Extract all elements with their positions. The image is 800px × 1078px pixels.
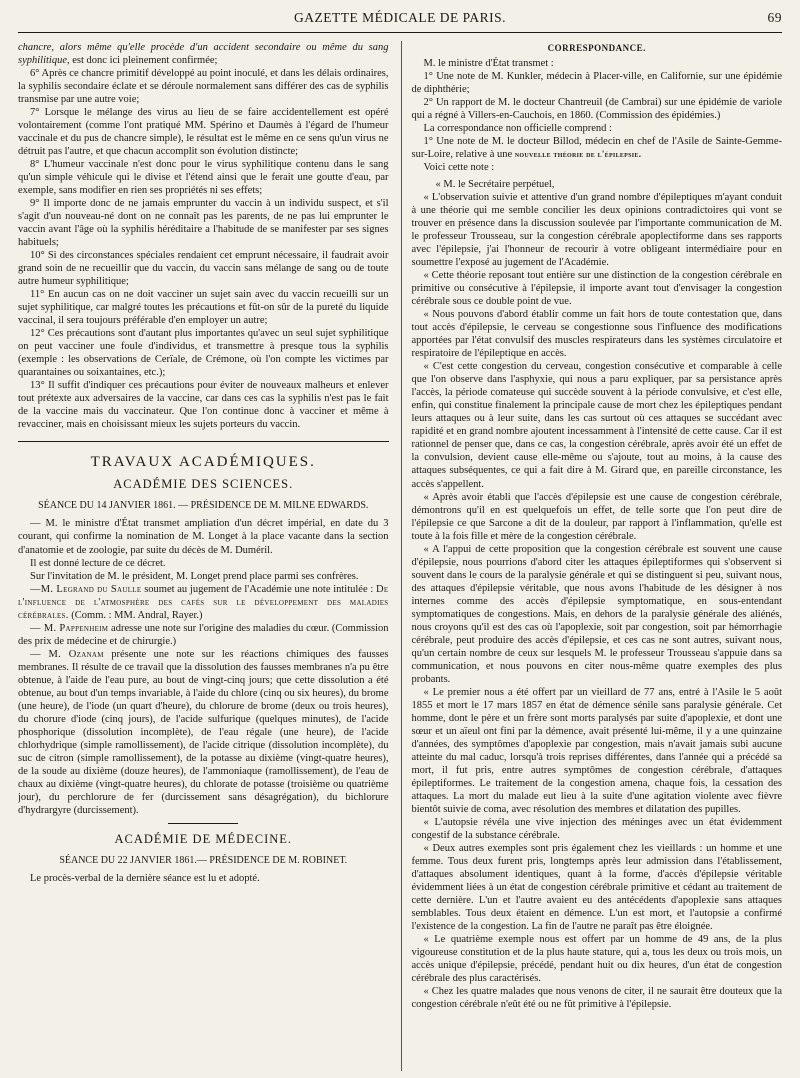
continued-italic: chancre, alors même qu'elle procède d'un accident secondaire ou même du sang syphilitique, (18, 42, 389, 67)
paragraph-text: soumet au jugement de l'Académie une note intitulée : (141, 583, 377, 595)
page-number: 69 (767, 10, 782, 25)
proces-verbal-paragraph: Le procès-verbal de la dernière séance est lu et adopté. (30, 872, 260, 884)
subsection-heading-sciences: ACADÉMIE DES SCIENCES. (113, 477, 294, 492)
correspondance-paragraph: M. le ministre d'État transmet : (423, 58, 554, 69)
continued-paragraph (18, 41, 389, 67)
letter-paragraph: « Nous pouvons d'abord établir comme un fait hors de toute contestation que, dans tout accès d'épilepsie, le cerveau se congestionne sous l'influence des modifications apportées par l'état convulsif des muscles respirateurs dans les systèmes circulatoire et respiratoire de l'épileptique en accès. (411, 309, 782, 360)
letter-paragraph: « Cette théorie reposant tout entière sur une distinction de la congestion cérébrale en primitive ou consécutive à l'épilepsie, il importe avant tout d'envisager la congestion cérébrale sous ce double point de vue. (411, 270, 782, 308)
numbered-item: 11° En aucun cas on ne doit vacciner un sujet sain avec du vaccin recueilli sur un sujet syphilitique, car malgré toutes les précautions et fût-on sûr de la pureté du liquide vaccinal, il sera toujours préférable d'en employer un autre; (18, 289, 389, 327)
note-title: nouvelle théorie de l'épilepsie. (514, 149, 642, 160)
sciences-paragraph: Il est donné lecture de ce décret. (30, 557, 166, 569)
letter-paragraph: « Chez les quatre malades que nous venons de citer, il ne saurait être douteux que la congestion cérébrale n'eût été ou ne fût primitive à l'épilepsie. (411, 986, 782, 1011)
ozanam-paragraph (18, 648, 389, 817)
sciences-paragraph: Sur l'invitation de M. le président, M. Longet prend place parmi ses confrères. (30, 570, 359, 582)
right-column (401, 41, 783, 1071)
paragraph-text: 1° Une note de M. le docteur Billod, médecin en chef de l'Asile de Sainte-Gemme-sur-Loire, relative à une (411, 136, 782, 161)
letter-paragraph: « Deux autres exemples sont pris également chez les vieillards : un homme et une femme. Tous deux furent pris, longtemps après leur admission dans l'établissement, d'attaques absolument identiques, quant à la forme, d'accès d'épilepsie véritable évidemment liées à un état de congestion cérébrale primitive et cédant au traitement de cette dernière. L'un et l'autre avaient eu des antécédents d'apoplexie sans attaques semblables. Tous deux étaient en démence. L'un est mort, et l'autopsie a confirmé l'existence de la congestion. La fin de l'autre ne paraît pas être éloignée. (411, 842, 782, 933)
letter-salutation: « M. le Secrétaire perpétuel, (435, 179, 555, 191)
journal-title: GAZETTE MÉDICALE DE PARIS. (294, 10, 506, 25)
letter-paragraph: « Le premier nous a été offert par un vieillard de 77 ans, entré à l'Asile le 5 août 1855 et mort le 17 mars 1857 en état de démence sénile sans paralysie générale. Cet homme, dont le père et un frère sont morts paralysés par suite d'apoplexie, et dont une sœur et un aïeul ont fini par la démence, avait présenté lui-même, il y a une quinzaine d'années, des symptômes d'apoplexie par congestion, mais n'avait jamais subi aucune atteinte du mal caduc, lorsqu'à trois reprises différentes, dans l'année qui a précédé sa mort, il fut pris, entre autres symptômes de congestion cérébrale, d'attaques épileptiformes. Le traitement de la congestion amena, chaque fois, la cessation des attaques. La mort du malade eut lieu à la suite d'une agitation violente avec fièvre bientôt suivie de coma, avec résolution des membres et dilatation des pupilles. (411, 686, 782, 815)
correspondance-paragraph: 2° Un rapport de M. le docteur Chantreuil (de Cambrai) sur une épidémie de variole qui a régné à Villers-en-Cauchois, en 1860. (Commission des épidémies.) (411, 97, 782, 122)
correspondance-heading: CORRESPONDANCE. (547, 43, 646, 53)
continued-rest: est donc ici pleinement confirmée; (69, 55, 218, 67)
note-title: De l'influence de l'atmosphère des cafés sur le développement des maladies cérébrales. (18, 583, 389, 621)
paragraph-text: présente une note sur les réactions chimiques des fausses membranes. Il résulte de ce travail que la dissolution des fausses membranes n'a pu être obtenue, à l'aide de l'eau pure, au bout de vingt-cinq jours; que cette dissolution a été obtenue, au bout d'un temps invariable, à l'aide du chlore (cinq ou six heures), du brome (une heure), de l'iode (un quart d'heure), du chlorure de brome (deux ou trois heures), du chorure d'iode (cinq jours), de l'acide sulfurique (quelques minutes), de l'acide phosphorique (dissolution incomplète), de l'eau régale (une heure), de l'acide chlorhydrique (simple ramollissement), de l'acide citrique (dissolution incomplète), du suc de citron (simple ramollissement), de la potasse au dixième (vingt-quatre heures), de la soude au dixième (douze heures), de l'ammoniaque (ramollissement), de l'eau de chaux au dixième (vingt-quatre heures), du chlorate de potasse (troisième ou quatrième jour), du perchlorure de fer (durcissement sans désagrégation), du bichlorure d'hydrargyre (durcissement). (18, 648, 389, 816)
letter-paragraph: « C'est cette congestion du cerveau, congestion consécutive et comparable à celle que l'on observe dans l'asphyxie, qui nous a paru expliquer, par sa persistance après l'accès, la période comateuse qui succède souvent à la période convulsive, et c'est elle, enfin, qui constitue finalement la principale cause de mort chez les épileptiques pendant leurs attaques ou à leur suite, dans les cas surtout où ces attaques se succédant avec rapidité et en grand nombre ajoutent incessamment à l'intensité de cette cause. Car il est rationnel de penser que, dans ce cas, la congestion cérébrale, après avoir été un effet de la convulsion, devient cause elle-même ou s'ajoute, tout au moins, à la cause des attaques subséquentes, ce qui a fait dire à M. Girard que, en pareille circonstance, les accès s'appellent. (411, 361, 782, 490)
author-name: —M. Legrand du Saulle (30, 583, 142, 595)
paragraph-text: (Comm. : MM. Andral, Rayer.) (68, 609, 203, 621)
left-column (18, 41, 389, 1071)
legrand-paragraph (18, 583, 389, 622)
letter-paragraph: « Le quatrième exemple nous est offert par un homme de 49 ans, de la plus vigoureuse constitution et de la plus haute stature, qui a, tous les deux ou trois mois, un accès unique d'épilepsie, précédé, pendant huit ou dix heures, d'un état de congestion cérébrale des plus caractérisés. (411, 934, 782, 985)
pappenheim-paragraph (18, 622, 389, 648)
letter-paragraph: « A l'appui de cette proposition que la congestion cérébrale est souvent une cause d'épilepsie, nous pourrions d'abord citer les attaques épileptiformes qui s'observent si souvent dans le cours de la paralysie générale et qui se distinguent si peu, suivant nous, des attaques d'épilepsie véritable, que nous avons l'habitude de les désigner à nos internes comme des accès d'épilepsie symptomatique, en sous-entendant symptomatiques de congestions. Mais, en dehors de la paralysie générale des aliénés, nous croyons qu'il est des cas où l'apoplexie, soit par congestion, soit par hémorrhagie cérébrale, peut produire des accès d'épilepsie, et ces cas ne sont autres, suivant nous, qu'un certain nombre de ceux sur lesquels M. le professeur Trousseau s'appuie dans sa communication, et nous pouvons en citer nous-même quatre exemples des plus probants. (411, 543, 782, 685)
correspondance-paragraph: 1° Une note de M. Kunkler, médecin à Placer-ville, en Californie, sur une épidémie de diphthérie; (411, 71, 782, 96)
section-divider (18, 441, 389, 442)
section-heading-travaux: TRAVAUX ACADÉMIQUES. (90, 454, 316, 471)
letter-paragraph: « L'observation suivie et attentive d'un grand nombre d'épileptiques m'ayant conduit à une théorie qui me semble concilier les deux opinions contradictoires qui vont se trouver en présence dans la discussion soulevée par l'importante communication de M. le professeur Trousseau, sur la congestion cérébrale apoplectiforme dans ses rapports avec l'épilepsie, j'ai l'honneur de recourir à votre obligeant intermédiaire pour en soumettre l'exposé au jugement de l'Académie. (411, 192, 782, 269)
correspondance-paragraph: La correspondance non officielle comprend : (423, 123, 612, 135)
numbered-item: 12° Ces précautions sont d'autant plus importantes qu'avec un seul sujet syphilitique on peut vacciner une foule d'individus, et transmettre à presque tous la syphilis (exemple : les observations de Cerïale, de Crémone, où l'on compte les victimes par quarantaines ou soixantaines, etc.); (18, 328, 389, 379)
billod-paragraph (412, 135, 783, 161)
seance-line-medecine: SÉANCE DU 22 JANVIER 1861.— PRÉSIDENCE DE M. ROBINET. (59, 854, 348, 866)
numbered-item: 10° Si des circonstances spéciales rendaient cet emprunt nécessaire, il faudrait avoir grand soin de ne recueillir que du vaccin, du vaccin sans mélange de sang ou de toute autre humeur syphilitique; (18, 250, 389, 288)
seance-line-sciences: SÉANCE DU 14 JANVIER 1861. — PRÉSIDENCE DE M. MILNE EDWARDS. (38, 500, 369, 512)
author-name: — M. Ozanam (30, 648, 104, 660)
numbered-item: 8° L'humeur vaccinale n'est donc pour le virus syphilitique contenu dans le sang qu'un simple véhicule qui le divise et l'étend ainsi que le ferait une goutte d'eau, par exemple, sans modifier en rien ses propriétés ni ses effets; (18, 159, 389, 197)
running-header (18, 10, 782, 33)
numbered-item: 13° Il suffit d'indiquer ces précautions pour éviter de nouveaux malheurs et enlever tout prétexte aux adversaires de la vaccine, car dans ces cas la syphilis n'est pas le fait de la vaccine mais du vaccinateur. Que l'on continue donc à vacciner et même à revacciner, mais en choisissant mieux les sujets porteurs du vaccin. (18, 380, 389, 431)
voici-paragraph: Voici cette note : (423, 162, 495, 174)
numbered-item: 9° Il importe donc de ne jamais emprunter du vaccin à un individu suspect, et s'il s'agit d'un nouveau-né dont on ne connaît pas les parents, de ne pas lui emprunter le vaccin avant l'âge où la syphilis héréditaire a l'habitude de se manifester par ses signes habituels; (18, 198, 389, 249)
letter-paragraph: « Après avoir établi que l'accès d'épilepsie est une cause de congestion cérébrale, démontrons qu'il en est quelquefois un effet, de telle sorte que l'on peut dire de l'épilepsie ce que Sarcone a dit de la douleur, par rapport à l'inflammation, qu'elle est toute à la fois fille et mère de la congestion cérébrale. (411, 491, 782, 542)
author-name: — M. Pappenheim (30, 622, 109, 634)
numbered-item: 7° Lorsque le mélange des virus au lieu de se faire accidentellement est opéré volontairement (comme l'ont pratiqué MM. Spérino et Daumès à l'égard de l'humeur vaccinale et du pus de chancre simple), le résultat est le même en ce sens qu'un virus ne détruit pas l'autre, et que chacun accomplit son évolution distincte; (18, 107, 389, 158)
letter-paragraph: « L'autopsie révéla une vive injection des méninges avec un état évidemment congestif de la substance cérébrale. (411, 816, 782, 841)
numbered-item: 6° Après ce chancre primitif développé au point inoculé, et dans les délais ordinaires, la syphilis secondaire éclate et se déroule normalement sans différer des cas de syphilis transmise par une autre voie; (18, 68, 389, 106)
short-divider (168, 823, 238, 824)
paragraph-text: adresse une note sur l'origine des maladies du cœur. (Commission des prix de médecine et de chirurgie.) (18, 622, 389, 647)
sciences-paragraph: — M. le ministre d'État transmet ampliation d'un décret impérial, en date du 3 courant, qui confirme la nomination de M. Longet à la place vacante dans la section d'anatomie et de zoologie, par suite du décès de M. Duméril. (18, 518, 389, 556)
columns (18, 41, 782, 1071)
subsection-heading-medecine: ACADÉMIE DE MÉDECINE. (114, 831, 293, 846)
